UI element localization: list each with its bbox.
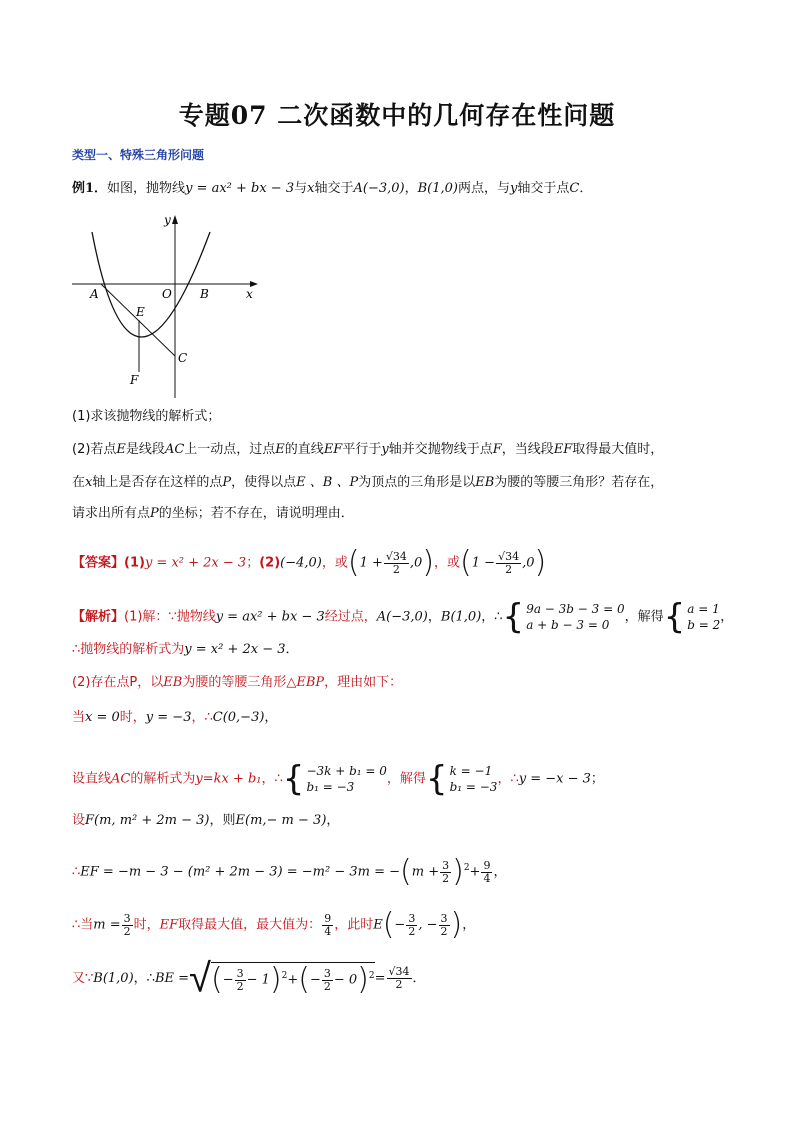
- q2-var: x: [85, 475, 93, 490]
- analysis-text: 经过点，: [324, 609, 377, 625]
- label-x: x: [246, 287, 253, 301]
- fraction-num: 3: [440, 911, 448, 925]
- q2-var: EF: [323, 442, 343, 457]
- fraction: [322, 913, 333, 938]
- answer-point: 1 −: [471, 555, 496, 571]
- fraction: [387, 966, 412, 991]
- analysis-text: ∴: [72, 864, 81, 880]
- stem-text: 轴交于点: [517, 181, 570, 196]
- brace-icon: {: [502, 597, 525, 637]
- fraction-num: 3: [442, 858, 450, 872]
- fraction: [122, 913, 133, 938]
- answer-point: 1 +: [359, 555, 383, 571]
- fraction-num: 9: [324, 911, 332, 925]
- analysis-text: ，∴: [497, 771, 519, 787]
- question-1: (1)求该抛物线的解析式；: [72, 409, 221, 424]
- fraction-den: 4: [324, 924, 332, 938]
- analysis-text: ．: [412, 971, 426, 986]
- brace-icon: {: [425, 759, 448, 799]
- analysis-equation: y = ax² + bx − 3: [215, 609, 325, 625]
- analysis-text: 设: [72, 813, 86, 828]
- analysis-equation: m +: [411, 864, 440, 880]
- analysis-point: F(m, m² + 2m − 3): [85, 813, 210, 828]
- fraction-den: 2: [505, 562, 513, 576]
- fraction-num: √34: [498, 549, 520, 563]
- analysis-line-4: [72, 709, 277, 727]
- paren-open: (: [298, 962, 310, 997]
- analysis-text: ，: [326, 813, 340, 828]
- analysis-equation: BE =: [154, 971, 190, 986]
- answer-equation: y = x² + 2x − 3: [144, 555, 247, 571]
- q2-var: EB: [475, 475, 495, 490]
- exponent: 2: [281, 971, 288, 982]
- analysis-equation: −: [394, 917, 406, 933]
- analysis-text: 时，: [119, 710, 146, 725]
- answer-tag: 【答案】: [72, 555, 125, 571]
- fraction: [496, 551, 521, 576]
- q2-text: 取得最大值时，: [572, 442, 664, 457]
- analysis-text: ，: [720, 609, 734, 625]
- analysis-var: E: [373, 917, 383, 933]
- analysis-text: ，理由如下：: [324, 675, 403, 690]
- answer-text: ；: [246, 555, 260, 571]
- y-axis-arrow-icon: [172, 215, 178, 224]
- analysis-text: 取得最大值，最大值为：: [178, 917, 322, 933]
- q2-var: P: [222, 475, 232, 490]
- analysis-text: ．: [285, 642, 299, 657]
- label-b: B: [200, 287, 209, 301]
- system-row: b = 2: [687, 618, 721, 632]
- fraction-den: 2: [395, 978, 403, 991]
- analysis-text: ，解得: [624, 609, 664, 625]
- q2-text: 在: [72, 475, 86, 490]
- q2-text: (2)若点: [72, 442, 117, 457]
- paren-open: (: [460, 545, 472, 580]
- analysis-text: ，∴: [133, 971, 155, 986]
- system-row: a = 1: [687, 602, 720, 616]
- analysis-text: ∴抛物线的解析式为: [72, 642, 185, 657]
- q2-var: P: [150, 506, 159, 521]
- analysis-line-2: [72, 641, 299, 659]
- analysis-line-1: [72, 597, 734, 637]
- fraction-num: √34: [388, 965, 410, 978]
- q2-text: 是线段: [125, 442, 165, 457]
- fraction-num: 3: [123, 911, 131, 925]
- q2-var: EF: [553, 442, 573, 457]
- analysis-text: 设直线: [72, 771, 112, 787]
- analysis-equation: −: [222, 972, 234, 988]
- answer-point: ,0: [522, 555, 535, 571]
- analysis-var: EF: [159, 917, 179, 933]
- question-2-line-1: [72, 441, 663, 459]
- q2-text: 的坐标；若不存在，请说明理由．: [158, 506, 354, 521]
- analysis-text: ，: [427, 609, 441, 625]
- analysis-point: B(1,0): [93, 971, 134, 986]
- system-row: a + b − 3 = 0: [526, 618, 610, 632]
- brace-icon: {: [282, 759, 305, 799]
- analysis-point: B(1,0): [440, 609, 482, 625]
- analysis-equation: y=kx + b₁: [195, 771, 262, 787]
- parabola-figure: [72, 212, 272, 402]
- system-rows: [526, 601, 624, 633]
- answer-part: (2): [259, 555, 281, 571]
- paren-open: (: [210, 962, 223, 997]
- answer-part: (1): [124, 555, 145, 571]
- fraction-num: 3: [323, 966, 331, 980]
- system-row: 9a − 3b − 3 = 0: [526, 602, 625, 616]
- equation-system: [502, 597, 625, 637]
- analysis-text: ，此时: [334, 917, 374, 933]
- label-c: C: [178, 351, 188, 365]
- analysis-equation: y = −3: [145, 710, 192, 725]
- analysis-tag: 【解析】: [72, 609, 125, 625]
- stem-var: x: [307, 181, 315, 196]
- analysis-var: AC: [111, 771, 131, 787]
- analysis-var: △EBP: [286, 675, 325, 690]
- fraction-den: 2: [123, 924, 131, 938]
- brace-icon: {: [663, 597, 686, 637]
- q2-text: 为顶点的三角形是以: [358, 475, 476, 490]
- q2-text: 轴上是否存在这样的点: [92, 475, 223, 490]
- analysis-equation: +: [287, 972, 299, 988]
- system-rows: [450, 763, 498, 795]
- q2-var: E 、B 、P: [296, 475, 359, 490]
- fraction-num: 3: [408, 911, 416, 925]
- answer-text: ，或: [434, 555, 461, 571]
- analysis-text: ，: [264, 710, 278, 725]
- paren-close: ): [534, 545, 547, 580]
- equation-system: [425, 759, 498, 799]
- label-e: E: [136, 305, 145, 319]
- analysis-equation: − 1: [246, 972, 270, 988]
- section-heading: 类型一、特殊三角形问题: [72, 148, 205, 162]
- q2-text: 平行于: [342, 442, 382, 457]
- stem-equation: y = ax² + bx − 3: [185, 181, 295, 196]
- analysis-text: ；: [590, 771, 604, 787]
- system-row: k = −1: [449, 764, 493, 778]
- analysis-equation: y = x² + 2x − 3: [184, 642, 286, 657]
- analysis-text: 又∵: [72, 971, 94, 986]
- q2-text: 轴并交抛物线于点: [388, 442, 493, 457]
- example-stem: [72, 180, 592, 198]
- fraction-den: 2: [440, 924, 448, 938]
- paren-open: (: [382, 907, 395, 942]
- fraction: [481, 860, 492, 885]
- system-row: −3k + b₁ = 0: [306, 764, 387, 778]
- fraction-num: 3: [236, 966, 244, 980]
- q2-var: F: [492, 442, 502, 457]
- analysis-equation: x = 0: [85, 710, 120, 725]
- analysis-text: (2)存在点P，以: [72, 675, 164, 690]
- analysis-equation: =: [374, 971, 386, 986]
- exponent: 2: [368, 971, 375, 982]
- page-title: 专题07 二次函数中的几何存在性问题: [178, 101, 616, 130]
- answer-text: ，或: [321, 555, 348, 571]
- q2-text: ，当线段: [501, 442, 554, 457]
- stem-text: ．: [579, 181, 593, 196]
- system-row: b₁ = −3: [449, 780, 498, 794]
- analysis-text: 为腰的等腰三角形: [182, 675, 287, 690]
- point-b: B(1,0): [417, 181, 458, 196]
- q2-var: y: [381, 442, 389, 457]
- analysis-equation: − 0: [333, 972, 358, 988]
- analysis-text: 当: [72, 710, 86, 725]
- fraction: [440, 860, 451, 885]
- stem-text: 如图，抛物线: [107, 181, 186, 196]
- q2-var: E: [116, 442, 126, 457]
- system-row: b₁ = −3: [306, 780, 355, 794]
- label-y: y: [164, 213, 171, 227]
- answer-line: [72, 545, 547, 580]
- question-2-line-3: [72, 505, 354, 523]
- analysis-text: ∴当: [72, 917, 94, 933]
- fraction-den: 2: [408, 924, 416, 938]
- analysis-equation: y = −x − 3: [518, 771, 591, 787]
- analysis-text: 时，: [133, 917, 160, 933]
- analysis-text: 的解析式为: [130, 771, 196, 787]
- analysis-text: ，则: [209, 813, 236, 828]
- analysis-var: EB: [163, 675, 183, 690]
- exponent: 2: [463, 863, 470, 874]
- analysis-line-7: [72, 854, 507, 889]
- example-label: 例1．: [72, 181, 108, 196]
- paren-close: ): [422, 545, 435, 580]
- label-f: F: [130, 373, 139, 387]
- analysis-line-5: [72, 759, 604, 799]
- analysis-point: A(−3,0): [376, 609, 428, 625]
- paren-close: ): [452, 854, 464, 889]
- answer-point: ,0: [409, 555, 423, 571]
- fraction-den: 2: [236, 979, 244, 993]
- analysis-equation: +: [469, 864, 481, 880]
- analysis-line-9: [72, 955, 426, 1002]
- equation-system: [282, 759, 387, 799]
- stem-var: y: [510, 181, 518, 196]
- q2-text: 为腰的等腰三角形？若存在，: [494, 475, 664, 490]
- stem-text: 与: [294, 181, 308, 196]
- paren-close: ): [357, 962, 369, 997]
- label-o: O: [162, 287, 172, 301]
- sqrt-body: [211, 962, 375, 995]
- fraction: [406, 913, 417, 938]
- stem-text: ，: [404, 181, 418, 196]
- analysis-equation: EF = −m − 3 − (m² + 2m − 3) = −m² − 3m = −: [80, 864, 401, 880]
- analysis-text: ，: [462, 917, 476, 933]
- fraction: [235, 968, 246, 993]
- fraction-den: 2: [392, 562, 400, 576]
- analysis-text: (1)解：∵抛物线: [124, 609, 216, 625]
- fraction-num: 9: [483, 858, 491, 872]
- fraction: [384, 551, 409, 576]
- q2-text: 上一动点，过点: [184, 442, 276, 457]
- analysis-text: ，解得: [386, 771, 426, 787]
- analysis-equation: −: [309, 972, 321, 988]
- paren-open: (: [400, 854, 412, 889]
- fraction-den: 2: [323, 979, 331, 993]
- paren-close: ): [269, 962, 282, 997]
- analysis-point: E(m,− m − 3): [235, 813, 327, 828]
- fraction-num: √34: [385, 549, 407, 563]
- point-a: A(−3,0): [353, 181, 405, 196]
- analysis-line-3: [72, 674, 402, 692]
- paren-open: (: [347, 545, 360, 580]
- paren-close: ): [450, 907, 463, 942]
- analysis-point: C(0,−3): [212, 710, 265, 725]
- answer-point: (−4,0): [280, 555, 322, 571]
- analysis-text: ，: [493, 864, 507, 880]
- question-2-line-2: [72, 474, 663, 492]
- analysis-text: ，∴: [481, 609, 503, 625]
- fraction: [439, 913, 450, 938]
- system-rows: [306, 763, 386, 795]
- sqrt-icon: √: [189, 955, 211, 1002]
- q2-var: E: [275, 442, 285, 457]
- equation-system: [663, 597, 721, 637]
- q2-text: 的直线: [284, 442, 324, 457]
- system-rows: [687, 601, 720, 633]
- analysis-equation: , −: [418, 917, 438, 933]
- fraction-den: 4: [483, 871, 491, 885]
- stem-text: 两点，与: [457, 181, 510, 196]
- analysis-equation: m =: [93, 917, 121, 933]
- q2-text: 请求出所有点: [72, 506, 151, 521]
- point-c: C: [569, 181, 580, 196]
- analysis-text: ，∴: [191, 710, 213, 725]
- q2-var: AC: [164, 442, 185, 457]
- q2-text: ，使得以点: [231, 475, 297, 490]
- analysis-line-8: [72, 907, 476, 942]
- fraction: [322, 968, 333, 993]
- analysis-text: ，∴: [261, 771, 283, 787]
- stem-text: 轴交于: [314, 181, 354, 196]
- analysis-line-6: [72, 812, 339, 830]
- label-a: A: [90, 287, 99, 301]
- fraction-den: 2: [442, 871, 450, 885]
